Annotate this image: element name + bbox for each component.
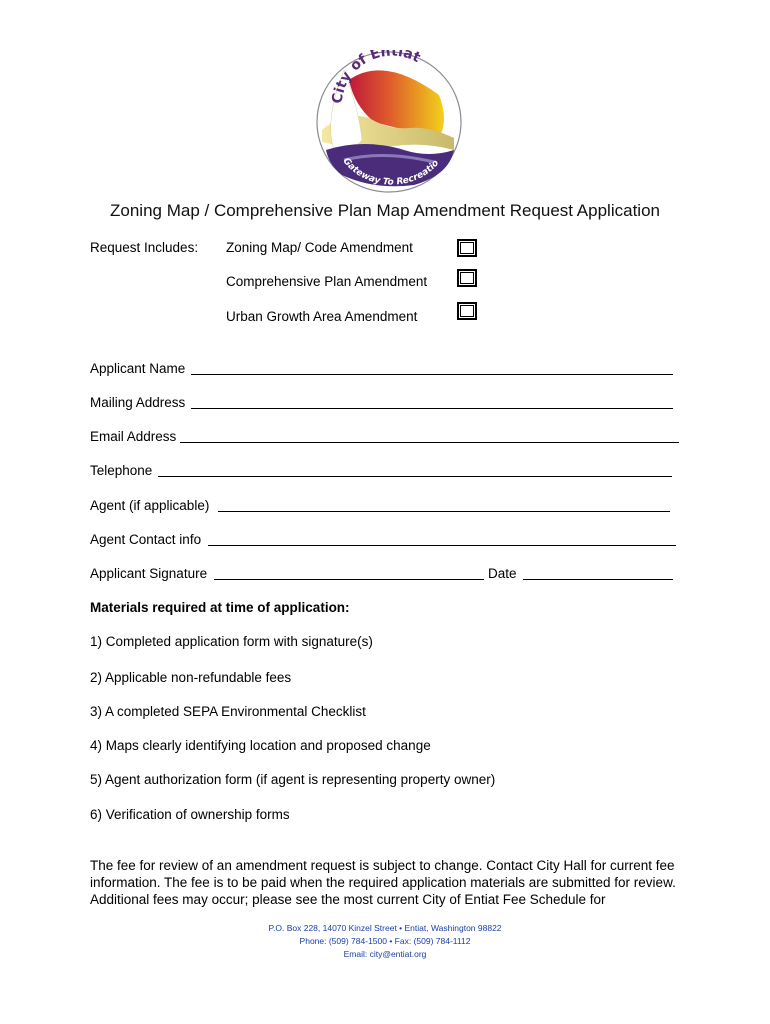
option-uga-checkbox[interactable] (457, 302, 477, 320)
date-field[interactable] (523, 579, 673, 580)
option-comprehensive-checkbox[interactable] (457, 269, 477, 287)
mailing-address-field[interactable] (191, 408, 673, 409)
telephone-label: Telephone (90, 463, 153, 478)
materials-item: 6) Verification of ownership forms (90, 807, 290, 822)
agent-label: Agent (if applicable) (90, 498, 210, 513)
applicant-signature-field[interactable] (214, 579, 484, 580)
applicant-name-field[interactable] (191, 374, 673, 375)
telephone-field[interactable] (158, 476, 672, 477)
footer-phone: Phone: (509) 784-1500 • Fax: (509) 784-1112 (299, 936, 471, 946)
materials-item: 5) Agent authorization form (if agent is representing property owner) (90, 772, 496, 787)
option-uga-label: Urban Growth Area Amendment (226, 309, 418, 324)
applicant-signature-label: Applicant Signature (90, 566, 208, 581)
materials-item: 3) A completed SEPA Environmental Checklist (90, 704, 366, 719)
mailing-address-label: Mailing Address (90, 395, 186, 410)
date-label: Date (488, 566, 517, 581)
option-zoning-label: Zoning Map/ Code Amendment (226, 240, 413, 255)
applicant-name-label: Applicant Name (90, 361, 186, 376)
email-address-field[interactable] (180, 442, 679, 443)
materials-item: 2) Applicable non-refundable fees (90, 670, 292, 685)
email-address-label: Email Address (90, 429, 177, 444)
logo-top-text: City of Entiat (329, 50, 423, 105)
fee-paragraph: The fee for review of an amendment request is subject to change. Contact City Hall for current fee information. The fee is to be paid when the required application materials are submitted for review. Additional fees may occur; please see the most current City of Entiat Fee Schedule for (90, 858, 676, 907)
agent-contact-field[interactable] (208, 545, 676, 546)
footer-address: P.O. Box 228, 14070 Kinzel Street • Entiat, Washington 98822 (268, 923, 502, 933)
footer-email: Email: city@entiat.org (343, 949, 427, 959)
materials-item: 4) Maps clearly identifying location and proposed change (90, 738, 431, 753)
option-zoning-checkbox[interactable] (457, 239, 477, 257)
logo-bottom-text: Gateway To Recreatio (340, 156, 442, 188)
page-title: Zoning Map / Comprehensive Plan Map Amendment Request Application (110, 201, 660, 220)
option-comprehensive-label: Comprehensive Plan Amendment (226, 274, 428, 289)
agent-field[interactable] (218, 511, 670, 512)
agent-contact-label: Agent Contact info (90, 532, 202, 547)
materials-heading: Materials required at time of application: (90, 600, 350, 615)
city-logo (314, 50, 464, 195)
materials-item: 1) Completed application form with signature(s) (90, 634, 373, 649)
request-label: Request Includes: (90, 240, 199, 255)
